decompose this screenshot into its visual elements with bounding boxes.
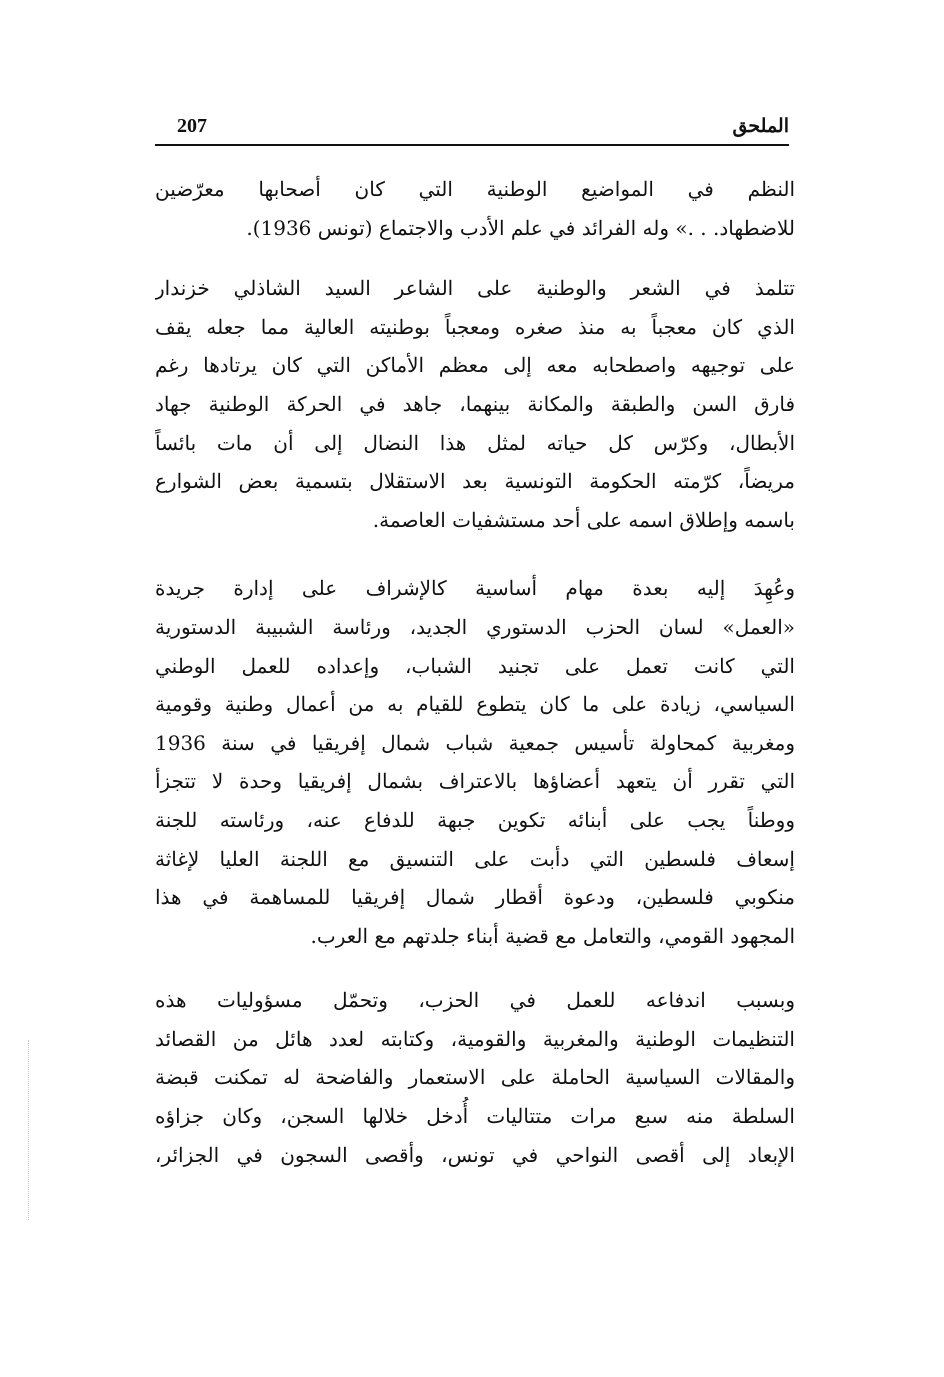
page-number: 207	[177, 115, 207, 137]
text-line: إسعاف فلسطين التي دأبت على التنسيق مع اللجنة العليا لإغاثة	[155, 846, 795, 871]
text-line: ووطناً يجب على أبنائه تكوين جبهة للدفاع عنه، ورئاسته للجنة	[155, 807, 795, 832]
paragraph-2	[155, 269, 795, 539]
text-line: وبسبب اندفاعه للعمل في الحزب، وتحمّل مسؤوليات هذه	[155, 988, 795, 1013]
body-text	[155, 170, 795, 1174]
text-line: التي تقرر أن يتعهد أعضاؤها بالاعتراف بشمال إفريقيا وحدة لا تتجزأ	[155, 769, 795, 794]
text-line: النظم في المواضيع الوطنية التي كان أصحابها معرّضين	[155, 177, 795, 201]
text-line: منكوبي فلسطين، ودعوة أقطار شمال إفريقيا للمساهمة في هذا	[155, 885, 795, 910]
text-line: السلطة منه سبع مرات متتاليات أُدخل خلالها السجن، وكان جزاؤه	[155, 1104, 795, 1129]
text-line: ومغربية كمحاولة تأسيس جمعية شباب شمال إفريقيا في سنة 1936	[155, 730, 795, 755]
text-line: المجهود القومي، والتعامل مع قضية أبناء جلدتهم مع العرب.	[310, 923, 795, 948]
text-line: الإبعاد إلى أقصى النواحي في تونس، وأقصى السجون في الجزائر،	[155, 1142, 795, 1167]
scan-margin-mark	[28, 1040, 30, 1220]
page-header	[155, 108, 789, 146]
text-line: التنظيمات الوطنية والمغربية والقومية، وكتابته لعدد هائل من القصائد	[155, 1026, 795, 1051]
text-line: فارق السن والطبقة والمكانة بينهما، جاهد في الحركة الوطنية جهاد	[155, 391, 795, 416]
text-line: الأبطال، وكرّس كل حياته لمثل هذا النضال إلى أن مات بائساً	[155, 430, 795, 455]
paragraph-3	[155, 569, 795, 955]
text-line: باسمه وإطلاق اسمه على أحد مستشفيات العاصمة.	[372, 507, 795, 532]
text-line: تتلمذ في الشعر والوطنية على الشاعر السيد الشاذلي خزندار	[155, 276, 795, 301]
paragraph-1	[155, 170, 795, 247]
text-line: والمقالات السياسية الحاملة على الاستعمار والفاضحة له تمكنت قبضة	[155, 1065, 795, 1090]
text-line: التي كانت تعمل على تجنيد الشباب، وإعداده للعمل الوطني	[155, 653, 795, 678]
text-line: «العمل» لسان الحزب الدستوري الجديد، ورئاسة الشبيبة الدستورية	[155, 614, 795, 639]
text-line: وعُهِدَ إليه بعدة مهام أساسية كالإشراف على إدارة جريدة	[155, 576, 795, 601]
text-line: الذي كان معجباً به منذ صغره ومعجباً بوطنيته العالية مما جعله يقف	[155, 314, 795, 339]
text-line: مريضاً، كرّمته الحكومة التونسية بعد الاستقلال بتسمية بعض الشوارع	[155, 469, 795, 494]
text-line: على توجيهه واصطحابه معه إلى معظم الأماكن التي كان يرتادها رغم	[155, 353, 795, 378]
section-title: الملحق	[732, 115, 789, 137]
text-line: للاضطهاد. . .» وله الفرائد في علم الأدب والاجتماع (تونس 1936).	[246, 215, 795, 240]
paragraph-4	[155, 981, 795, 1174]
text-line: السياسي، زيادة على ما كان يتطوع للقيام به من أعمال وطنية وقومية	[155, 692, 795, 717]
